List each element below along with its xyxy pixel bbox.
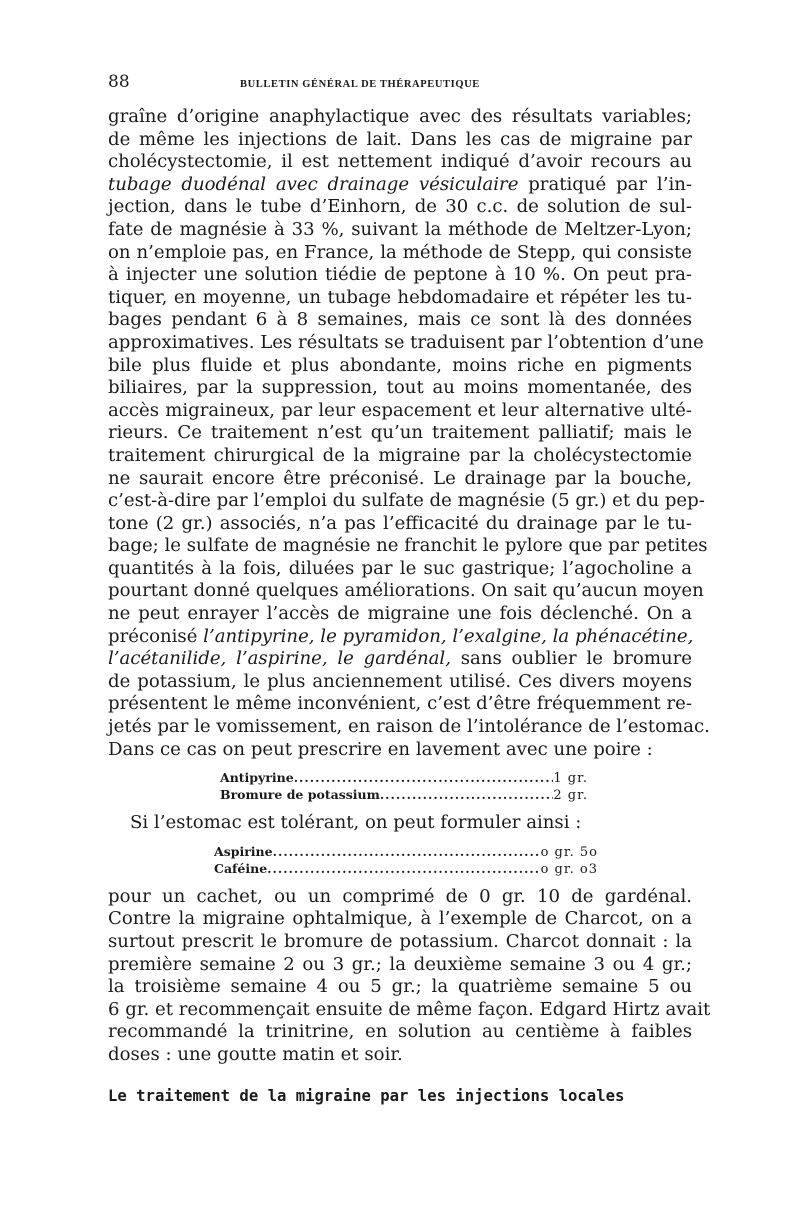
recipe-ingredient: Caféine bbox=[214, 860, 268, 876]
text-line: pour un cachet, ou un comprimé de 0 gr. 10 de gardénal. bbox=[108, 885, 692, 907]
section-heading: Le traitement de la migraine par les injections locales bbox=[108, 1086, 625, 1105]
recipe-row bbox=[214, 844, 598, 861]
text-line: ne peut enrayer l’accès de migraine une fois déclenché. On a bbox=[108, 603, 692, 625]
recipe-row bbox=[214, 861, 598, 878]
text-segment: préconisé bbox=[108, 625, 204, 647]
text-line: bages pendant 6 à 8 semaines, mais ce sont là des données bbox=[108, 309, 692, 331]
text-line: tone (2 gr.) associés, n’a pas l’efficacité du drainage par le tu- bbox=[108, 512, 692, 534]
recipe-row bbox=[220, 787, 588, 804]
text-segment: sans oublier le bromure bbox=[450, 648, 692, 670]
dot-leader bbox=[267, 861, 540, 876]
text-line: jection, dans le tube d’Einhorn, de 30 c.c. de solution de sul- bbox=[108, 196, 692, 218]
text-line bbox=[108, 648, 692, 671]
text-line: 6 gr. et recommençait ensuite de même façon. Edgard Hirtz avait bbox=[108, 998, 711, 1020]
text-line: de potassium, le plus anciennement utilisé. Ces divers moyens bbox=[108, 670, 692, 692]
italic-segment: l’antipyrine, le pyramidon, l’exalgine, la phénacétine, bbox=[203, 625, 694, 647]
text-line: accès migraineux, par leur espacement et leur alternative ulté- bbox=[108, 399, 692, 421]
text-line: approximatives. Les résultats se traduisent par l’obtention d’une bbox=[108, 331, 704, 353]
text-line: ne saurait encore être préconisé. Le drainage par la bouche, bbox=[108, 467, 692, 489]
recipe-quantity: 2 gr. bbox=[553, 788, 588, 804]
recipe-quantity: 1 gr. bbox=[553, 771, 588, 787]
recipe-quantity: o gr. o3 bbox=[540, 861, 598, 877]
running-title: BULLETIN GÉNÉRAL DE THÉRAPEUTIQUE bbox=[240, 79, 480, 90]
text-line: rieurs. Ce traitement n’est qu’un traitement palliatif; mais le bbox=[108, 422, 692, 444]
recipe-cachet bbox=[214, 844, 598, 878]
recipe-ingredient: Antipyrine bbox=[220, 770, 294, 786]
paragraph-ophthalmic-migraine bbox=[108, 885, 711, 1067]
recipe-enema bbox=[220, 770, 588, 804]
page bbox=[108, 72, 711, 1105]
dot-leader bbox=[380, 787, 554, 802]
text-line: jetés par le vomissement, en raison de l’intolérance de l’estomac. bbox=[108, 716, 710, 738]
text-line: tiquer, en moyenne, un tubage hebdomadaire et répéter les tu- bbox=[108, 286, 692, 308]
text-line: Contre la migraine ophtalmique, à l’exemple de Charcot, on a bbox=[108, 908, 692, 930]
text-line: Dans ce cas on peut prescrire en lavement avec une poire : bbox=[108, 738, 653, 760]
recipe-row bbox=[220, 770, 588, 787]
text-line: à injecter une solution tiédie de peptone à 10 %. On peut pra- bbox=[108, 264, 692, 286]
text-line: graîne d’origine anaphylactique avec des résultats variables; bbox=[108, 106, 692, 127]
text-line bbox=[108, 174, 692, 197]
text-line: bile plus fluide et plus abondante, moins riche en pigments bbox=[108, 354, 692, 376]
text-line: c’est-à-dire par l’emploi du sulfate de magnésie (5 gr.) et du pep- bbox=[108, 490, 705, 512]
text-line: surtout prescrit le bromure de potassium. Charcot donnait : la bbox=[108, 931, 692, 952]
text-line: la troisième semaine 4 ou 5 gr.; la quatrième semaine 5 ou bbox=[108, 976, 692, 998]
paragraph-anaphylactic-and-tubage bbox=[108, 106, 710, 761]
dot-leader bbox=[273, 844, 541, 859]
text-line: pourtant donné quelques améliorations. On sait qu’aucun moyen bbox=[108, 580, 704, 602]
text-line: fate de magnésie à 33 %, suivant la méthode de Meltzer-Lyon; bbox=[108, 218, 692, 240]
text-segment: pratiqué par l’in- bbox=[518, 173, 692, 195]
text-line: quantités à la fois, diluées par le suc gastrique; l’agocholine a bbox=[108, 557, 692, 579]
text-line: cholécystectomie, il est nettement indiqué d’avoir recours au bbox=[108, 151, 692, 173]
text-line: recommandé la trinitrine, en solution au centième à faibles bbox=[108, 1021, 692, 1043]
paragraph-tolerant-stomach bbox=[108, 812, 692, 835]
text-line bbox=[108, 626, 692, 649]
text-line: Si l’estomac est tolérant, on peut formuler ainsi : bbox=[130, 812, 582, 834]
text-line: on n’emploie pas, en France, la méthode de Stepp, qui consiste bbox=[108, 241, 692, 263]
text-line: bage; le sulfate de magnésie ne franchit le pylore que par petites bbox=[108, 535, 708, 557]
recipe-quantity: o gr. 5o bbox=[540, 844, 598, 860]
italic-segment: tubage duodénal avec drainage vésiculaire bbox=[108, 173, 519, 195]
running-head bbox=[108, 72, 692, 106]
text-line: présentent le même inconvénient, c’est d’être fréquemment re- bbox=[108, 693, 692, 715]
text-line: de même les injections de lait. Dans les cas de migraine par bbox=[108, 128, 692, 150]
text-line: traitement chirurgical de la migraine par la cholécystectomie bbox=[108, 444, 692, 466]
dot-leader bbox=[294, 770, 554, 785]
recipe-ingredient: Aspirine bbox=[214, 843, 273, 859]
italic-segment: l’acétanilide, l’aspirine, le gardénal, bbox=[108, 648, 451, 670]
page-number: 88 bbox=[108, 72, 130, 92]
text-line: biliaires, par la suppression, tout au moins momentanée, des bbox=[108, 377, 692, 399]
text-line: doses : une goutte matin et soir. bbox=[108, 1043, 403, 1065]
recipe-ingredient: Bromure de potassium bbox=[220, 787, 380, 803]
text-line: première semaine 2 ou 3 gr.; la deuxième semaine 3 ou 4 gr.; bbox=[108, 953, 692, 975]
